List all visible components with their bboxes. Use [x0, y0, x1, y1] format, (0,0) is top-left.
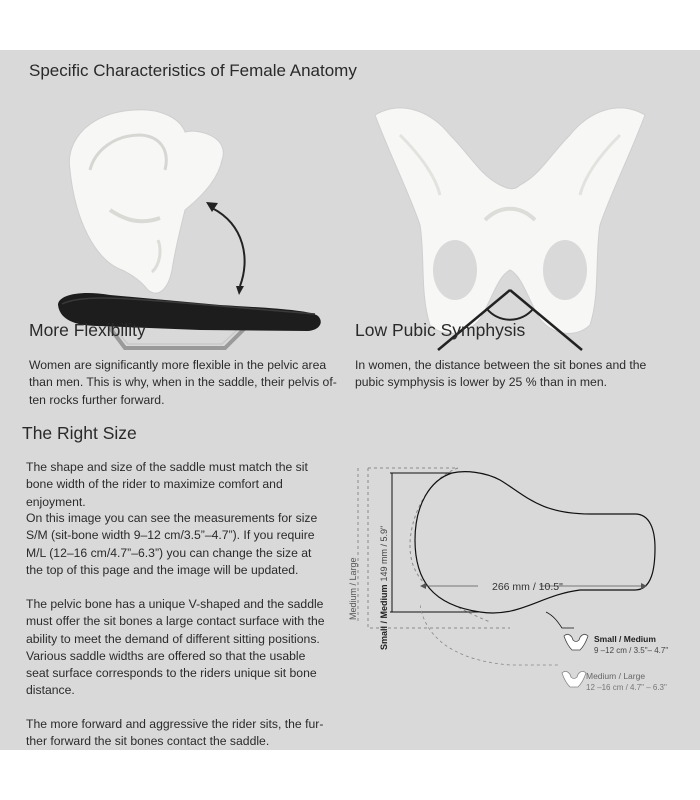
right-size-paragraph-3: The pelvic bone has a unique V-shaped and the saddle must offer the sit bones a large contact surface with the ability to meet the demand of different sitting positions. Various saddle widths are offered so that the usable seat surface corresponds to the riders unique sit bone distance. [26, 597, 325, 698]
symphysis-heading: Low Pubic Symphysis [355, 320, 526, 340]
sm-legend-title: Small / Medium [594, 634, 656, 644]
width-label [379, 526, 389, 650]
right-size-paragraph-2: On this image you can see the measurements for size S/M (sit-bone width 9–12 cm/3.5”–4.7”). If you require M/L (12–16 cm/4.7”–6.3”) you can change the size at the top of this page and the image will be updated. [26, 511, 318, 577]
width-label-value: 149 mm / 5.9" [379, 525, 389, 582]
right-size-paragraph-4: The more forward and aggressive the rider sits, the further forward the sit bones contact the saddle. [26, 717, 324, 749]
length-label: 266 mm / 10.5" [492, 581, 563, 593]
flexibility-heading: More Flexibility [29, 320, 146, 340]
content-panel [0, 50, 700, 750]
ml-legend-title: Medium / Large [586, 671, 646, 681]
right-size-heading: The Right Size [22, 423, 137, 443]
ml-pelvis-icon [562, 671, 586, 687]
sm-legend-range: 9 –12 cm / 3.5"– 4.7" [594, 646, 669, 655]
flexibility-text: Women are significantly more flexible in the pelvic area than men. This is why, when in the saddle, their pelvis often rocks further forward. [29, 358, 337, 407]
width-label-bold: Small / Medium [379, 584, 389, 650]
page-title: Specific Characteristics of Female Anatomy [29, 61, 357, 80]
ml-legend [420, 605, 680, 695]
ml-legend-range: 12 –16 cm / 4.7" – 6.3" [586, 683, 667, 692]
right-size-paragraph-1: The shape and size of the saddle must match the sit bone width of the rider to maximize comfort and enjoyment. [26, 460, 308, 509]
ml-vertical-label: Medium / Large [348, 557, 358, 620]
symphysis-text: In women, the distance between the sit bones and the pubic symphysis is lower by 25 % than in men. [355, 358, 647, 390]
